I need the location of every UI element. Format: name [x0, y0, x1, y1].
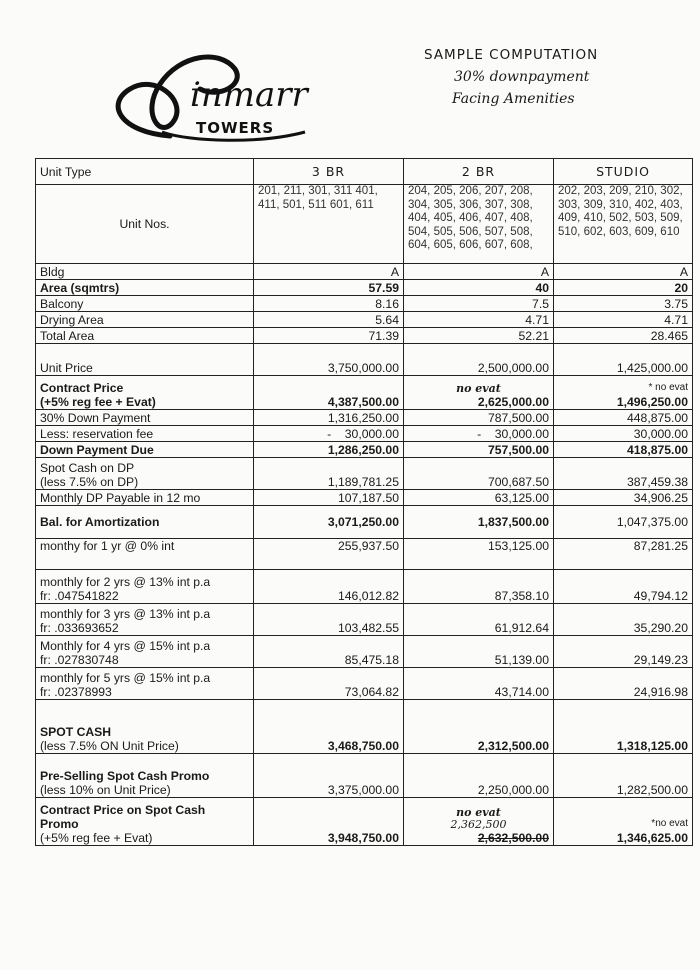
- row-label: [36, 376, 254, 410]
- table-row: [36, 668, 693, 700]
- table-row: [36, 636, 693, 668]
- cell-value: 29,149.23: [554, 636, 693, 668]
- table-row: [36, 604, 693, 636]
- unit-nos-3br: 201, 211, 301, 311 401, 411, 501, 511 601, 611: [254, 185, 404, 264]
- row-label: Unit Price: [36, 344, 254, 376]
- linmarr-logo: [100, 44, 325, 152]
- table-row: [36, 458, 693, 490]
- cell-value: 3,750,000.00: [254, 344, 404, 376]
- value-text: 1,496,250.00: [616, 395, 688, 409]
- row-label: [36, 458, 254, 490]
- label-line: fr: .047541822: [40, 589, 119, 603]
- row-label: Area (sqmtrs): [36, 280, 254, 296]
- unit-nos-studio: 202, 203, 209, 210, 302, 303, 309, 310, 402, 403, 409, 410, 502, 503, 509, 510, 602, 603, 609, 610: [554, 185, 693, 264]
- row-label: [36, 700, 254, 754]
- computation-heading: [424, 44, 644, 110]
- table-row: [36, 506, 693, 539]
- cell-value: 1,047,375.00: [554, 506, 693, 539]
- cell-value: 3,468,750.00: [254, 700, 404, 754]
- cell-value: 71.39: [254, 328, 404, 344]
- label-line: Spot Cash on DP: [40, 461, 135, 475]
- row-label: Balcony: [36, 296, 254, 312]
- cell-value: 757,500.00: [404, 442, 554, 458]
- label-line: Contract Price: [40, 381, 124, 395]
- cell-value: 40: [404, 280, 554, 296]
- cell-value: 1,189,781.25: [254, 458, 404, 490]
- cell-value: 3.75: [554, 296, 693, 312]
- unit-nos-label: Unit Nos.: [36, 185, 254, 264]
- row-label: [36, 754, 254, 798]
- table-row: [36, 798, 693, 846]
- cell-value: 34,906.25: [554, 490, 693, 506]
- note-text: *no evat: [651, 818, 688, 829]
- label-line: monthly for 2 yrs @ 13% int p.a: [40, 575, 211, 589]
- col-studio: STUDIO: [554, 159, 693, 185]
- label-line: fr: .033693652: [40, 621, 119, 635]
- value-text: 1,346,625.00: [616, 831, 688, 845]
- cell-value: 52.21: [404, 328, 554, 344]
- table-row: [36, 442, 693, 458]
- cell-value: 787,500.00: [404, 410, 554, 426]
- cell-value: A: [404, 264, 554, 280]
- table-row: [36, 700, 693, 754]
- cell-value: 5.64: [254, 312, 404, 328]
- cell-value: 2,500,000.00: [404, 344, 554, 376]
- cell-value: 387,459.38: [554, 458, 693, 490]
- label-line: fr: .027830748: [40, 653, 119, 667]
- cell-value: 146,012.82: [254, 570, 404, 604]
- cell-value: 1,282,500.00: [554, 754, 693, 798]
- table-row: [36, 426, 693, 442]
- table-row: [36, 328, 693, 344]
- computation-table: [35, 158, 693, 846]
- cell-value: 2,250,000.00: [404, 754, 554, 798]
- note-text: * no evat: [648, 382, 688, 393]
- cell-value: 7.5: [404, 296, 554, 312]
- table-row: [36, 754, 693, 798]
- cell-value: [404, 798, 554, 846]
- table-row: [36, 570, 693, 604]
- row-label: Drying Area: [36, 312, 254, 328]
- cell-value: 63,125.00: [404, 490, 554, 506]
- unit-type-label: Unit Type: [36, 159, 254, 185]
- cell-value: 418,875.00: [554, 442, 693, 458]
- svg-text:inmarr: inmarr: [190, 75, 308, 115]
- cell-value: - 30,000.00: [404, 426, 554, 442]
- cell-value: 448,875.00: [554, 410, 693, 426]
- cell-value: 35,290.20: [554, 604, 693, 636]
- value-text: 2,632,500.00: [477, 831, 549, 845]
- cell-value: 1,316,250.00: [254, 410, 404, 426]
- heading-title: SAMPLE COMPUTATION: [424, 47, 599, 63]
- label-line: (less 7.5% ON Unit Price): [40, 739, 179, 753]
- cell-value: 107,187.50: [254, 490, 404, 506]
- svg-text:TOWERS: TOWERS: [196, 119, 275, 137]
- label-line: (less 7.5% on DP): [40, 475, 139, 489]
- col-2br: 2 BR: [404, 159, 554, 185]
- cell-value: [404, 376, 554, 410]
- cell-value: 87,281.25: [554, 539, 693, 570]
- row-label: [36, 604, 254, 636]
- label-line: Pre-Selling Spot Cash Promo: [40, 769, 210, 783]
- cell-value: 43,714.00: [404, 668, 554, 700]
- row-label: monthy for 1 yr @ 0% int: [36, 539, 254, 570]
- cell-value: 2,312,500.00: [404, 700, 554, 754]
- cell-value: 73,064.82: [254, 668, 404, 700]
- label-line: Monthly for 4 yrs @ 15% int p.a: [40, 639, 211, 653]
- cell-value: 1,837,500.00: [404, 506, 554, 539]
- cell-value: 24,916.98: [554, 668, 693, 700]
- row-label: [36, 570, 254, 604]
- cell-value: 51,139.00: [404, 636, 554, 668]
- cell-value: 57.59: [254, 280, 404, 296]
- cell-value: 28.465: [554, 328, 693, 344]
- header-row: [36, 159, 693, 185]
- heading-facing: Facing Amenities: [452, 91, 575, 107]
- label-line: (less 10% on Unit Price): [40, 783, 171, 797]
- row-label: Bal. for Amortization: [36, 506, 254, 539]
- row-label: Less: reservation fee: [36, 426, 254, 442]
- cell-value: A: [554, 264, 693, 280]
- row-label: Monthly DP Payable in 12 mo: [36, 490, 254, 506]
- cell-value: 1,318,125.00: [554, 700, 693, 754]
- table-row: [36, 296, 693, 312]
- label-line: (+5% reg fee + Evat): [40, 395, 156, 409]
- heading-downpayment: 30% downpayment: [454, 69, 590, 85]
- label-line: monthly for 3 yrs @ 13% int p.a: [40, 607, 211, 621]
- cell-value: 20: [554, 280, 693, 296]
- table-row: [36, 539, 693, 570]
- table-row: [36, 344, 693, 376]
- cell-value: 49,794.12: [554, 570, 693, 604]
- label-line: (+5% reg fee + Evat): [40, 831, 153, 845]
- label-line: Contract Price on Spot Cash: [40, 803, 206, 817]
- value-text: 2,625,000.00: [477, 395, 549, 409]
- cell-value: 153,125.00: [404, 539, 554, 570]
- cell-value: 3,375,000.00: [254, 754, 404, 798]
- cell-value: 700,687.50: [404, 458, 554, 490]
- label-line: monthly for 5 yrs @ 15% int p.a: [40, 671, 211, 685]
- cell-value: [554, 376, 693, 410]
- cell-value: 30,000.00: [554, 426, 693, 442]
- row-label: Down Payment Due: [36, 442, 254, 458]
- cell-value: 4.71: [404, 312, 554, 328]
- cell-value: 4,387,500.00: [254, 376, 404, 410]
- cell-value: 87,358.10: [404, 570, 554, 604]
- unit-nos-row: [36, 185, 693, 264]
- cell-value: 3,071,250.00: [254, 506, 404, 539]
- table-row: [36, 312, 693, 328]
- row-label: [36, 668, 254, 700]
- unit-nos-2br: 204, 205, 206, 207, 208, 304, 305, 306, 307, 308, 404, 405, 406, 407, 408, 504, 505, 506, 507, 508, 604, 605, 606, 607, 608,: [404, 185, 554, 264]
- cell-value: 1,425,000.00: [554, 344, 693, 376]
- handwritten-note: no evat: [456, 806, 501, 819]
- table-row: [36, 410, 693, 426]
- cell-value: - 30,000.00: [254, 426, 404, 442]
- table-row: [36, 280, 693, 296]
- table-row: [36, 264, 693, 280]
- cell-value: 103,482.55: [254, 604, 404, 636]
- cell-value: 61,912.64: [404, 604, 554, 636]
- cell-value: [554, 798, 693, 846]
- label-line: Promo: [40, 817, 79, 831]
- cell-value: A: [254, 264, 404, 280]
- row-label: 30% Down Payment: [36, 410, 254, 426]
- label-line: SPOT CASH: [40, 725, 112, 739]
- handwritten-note: no evat: [456, 382, 501, 395]
- label-line: fr: .02378993: [40, 685, 112, 699]
- row-label: [36, 798, 254, 846]
- cell-value: 4.71: [554, 312, 693, 328]
- cell-value: 8.16: [254, 296, 404, 312]
- row-label: [36, 636, 254, 668]
- row-label: Bldg: [36, 264, 254, 280]
- col-3br: 3 BR: [254, 159, 404, 185]
- table-row: [36, 490, 693, 506]
- cell-value: 1,286,250.00: [254, 442, 404, 458]
- handwritten-note: 2,362,500: [450, 818, 507, 831]
- cell-value: 255,937.50: [254, 539, 404, 570]
- cell-value: 85,475.18: [254, 636, 404, 668]
- cell-value: 3,948,750.00: [254, 798, 404, 846]
- row-label: Total Area: [36, 328, 254, 344]
- table-row: [36, 376, 693, 410]
